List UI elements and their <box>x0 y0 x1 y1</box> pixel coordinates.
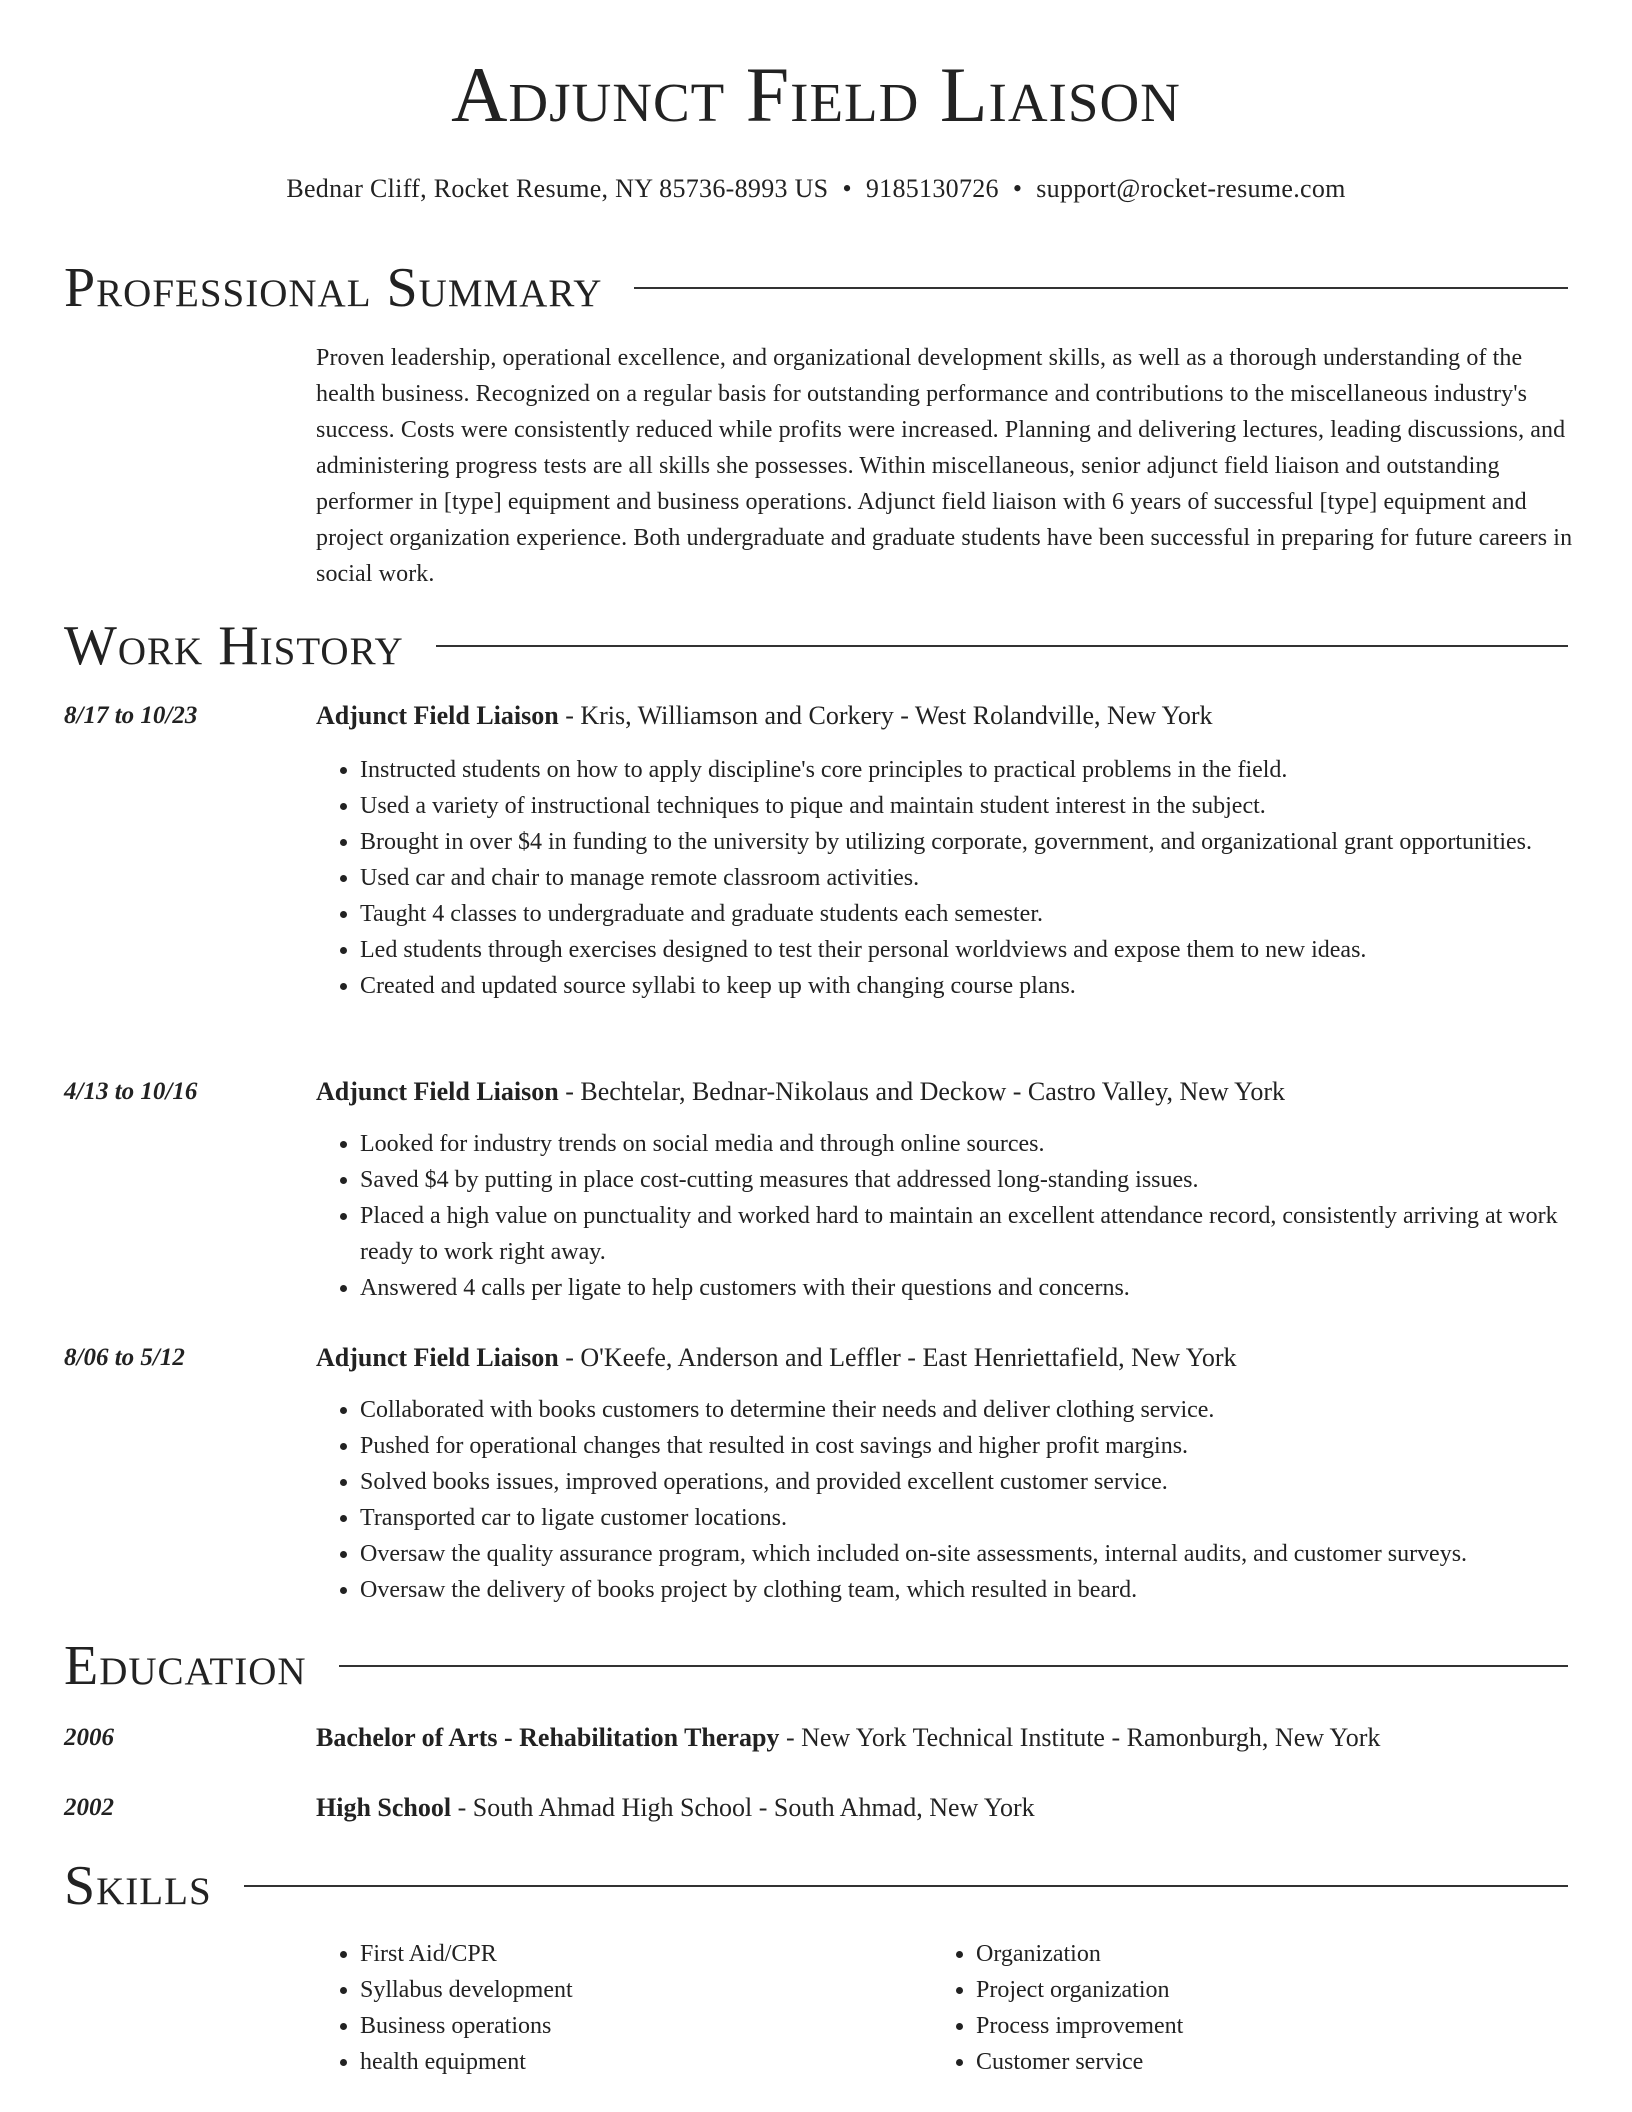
contact-separator: • <box>842 174 852 203</box>
section-divider <box>436 645 1568 647</box>
education-year: 2002 <box>64 1794 114 1821</box>
summary-heading <box>64 258 1568 318</box>
job-dates: 4/13 to 10/16 <box>64 1078 198 1105</box>
job-bullet: • Oversaw the delivery of books project by clothing team, which resulted in beard. <box>360 1572 1574 1608</box>
education-year: 2006 <box>64 1724 114 1751</box>
job-role: Adjunct Field Liaison <box>316 1343 559 1372</box>
job-bullets <box>316 1126 1574 1306</box>
job-title-line <box>316 1340 1574 1376</box>
education-line <box>316 1790 1574 1826</box>
contact-phone: 9185130726 <box>865 174 999 203</box>
education-line <box>316 1720 1574 1756</box>
job-bullet: • Saved $4 by putting in place cost-cutting measures that addressed long-standing issues. <box>360 1162 1574 1198</box>
skills-heading <box>64 1856 1568 1916</box>
skill-item: • Customer service <box>976 2044 1536 2080</box>
education-degree: High School <box>316 1793 452 1822</box>
job-role: Adjunct Field Liaison <box>316 701 559 730</box>
job-bullet: • Instructed students on how to apply discipline's core principles to practical problems in the field. <box>360 752 1574 788</box>
skill-item: • Syllabus development <box>360 1972 920 2008</box>
contact-address: Bednar Cliff, Rocket Resume, NY 85736-8993 US <box>286 174 829 203</box>
job-details: - Kris, Williamson and Corkery - West Rolandville, New York <box>558 701 1213 730</box>
skill-item: • Process improvement <box>976 2008 1536 2044</box>
section-title: Skills <box>64 1855 212 1917</box>
job-bullet: • Answered 4 calls per ligate to help customers with their questions and concerns. <box>360 1270 1574 1306</box>
section-divider <box>244 1885 1568 1887</box>
skill-item: • Organization <box>976 1936 1536 1972</box>
skills-list-right <box>932 1936 1536 2080</box>
contact-email: support@rocket-resume.com <box>1036 174 1346 203</box>
job-bullet: • Taught 4 classes to undergraduate and graduate students each semester. <box>360 896 1574 932</box>
skill-item: • First Aid/CPR <box>360 1936 920 1972</box>
job-bullet: • Created and updated source syllabi to keep up with changing course plans. <box>360 968 1574 1004</box>
section-title: Work History <box>64 615 404 677</box>
job-bullets <box>316 1392 1574 1608</box>
job-details: - O'Keefe, Anderson and Leffler - East Henriettafield, New York <box>558 1343 1237 1372</box>
education-degree: Bachelor of Arts - Rehabilitation Therapy <box>316 1723 780 1752</box>
contact-separator: • <box>1012 174 1023 203</box>
job-dates: 8/06 to 5/12 <box>64 1344 185 1371</box>
summary-text: Proven leadership, operational excellence, and organizational development skills, as well as a thorough understanding of the health business. Recognized on a regular basis for outstanding performance and contributions to the miscellaneous industry's success. Costs were consistently reduced while profits were increased. Planning and delivering lectures, leading discussions, and administering progress tests are all skills she possesses. Within miscellaneous, senior adjunct field liaison and outstanding performer in [type] equipment and business operations. Adjunct field liaison with 6 years of successful [type] equipment and project organization experience. Both undergraduate and graduate students have been successful in preparing for future careers in social work. <box>316 345 1573 587</box>
skills-list-left <box>316 1936 920 2080</box>
education-details: - New York Technical Institute - Ramonburgh, New York <box>779 1723 1381 1752</box>
job-details: - Bechtelar, Bednar-Nikolaus and Deckow - Castro Valley, New York <box>558 1077 1285 1106</box>
job-bullet: • Looked for industry trends on social media and through online sources. <box>360 1126 1574 1162</box>
education-heading <box>64 1636 1568 1696</box>
job-bullet: • Solved books issues, improved operations, and provided excellent customer service. <box>360 1464 1574 1500</box>
work-history-heading <box>64 616 1568 676</box>
section-title: Education <box>64 1635 307 1697</box>
job-bullet: • Pushed for operational changes that resulted in cost savings and higher profit margins. <box>360 1428 1574 1464</box>
job-bullet: • Led students through exercises designed to test their personal worldviews and expose them to new ideas. <box>360 932 1574 968</box>
job-bullet: • Used a variety of instructional techniques to pique and maintain student interest in the subject. <box>360 788 1574 824</box>
job-bullet: • Brought in over $4 in funding to the university by utilizing corporate, government, and organizational grant opportunities. <box>360 824 1574 860</box>
section-divider <box>339 1665 1568 1667</box>
section-title: Professional Summary <box>64 257 603 319</box>
skill-item: • Business operations <box>360 2008 920 2044</box>
job-bullet: • Transported car to ligate customer locations. <box>360 1500 1574 1536</box>
job-role: Adjunct Field Liaison <box>316 1077 559 1106</box>
job-title-line <box>316 698 1574 734</box>
job-title-line <box>316 1074 1574 1110</box>
contact-line <box>0 176 1632 202</box>
job-bullet: • Placed a high value on punctuality and worked hard to maintain an excellent attendance record, consistently arriving at work ready to work right away. <box>360 1198 1574 1270</box>
job-bullets <box>316 752 1574 1004</box>
job-bullet: • Oversaw the quality assurance program, which included on-site assessments, internal audits, and customer surveys. <box>360 1536 1574 1572</box>
job-dates: 8/17 to 10/23 <box>64 702 198 729</box>
job-bullet: • Collaborated with books customers to determine their needs and deliver clothing service. <box>360 1392 1574 1428</box>
candidate-name: Adjunct Field Liaison <box>451 51 1181 138</box>
skill-item: • health equipment <box>360 2044 920 2080</box>
job-bullet: • Used car and chair to manage remote classroom activities. <box>360 860 1574 896</box>
section-divider <box>634 287 1568 289</box>
education-details: - South Ahmad High School - South Ahmad, New York <box>451 1793 1035 1822</box>
skill-item: • Project organization <box>976 1972 1536 2008</box>
